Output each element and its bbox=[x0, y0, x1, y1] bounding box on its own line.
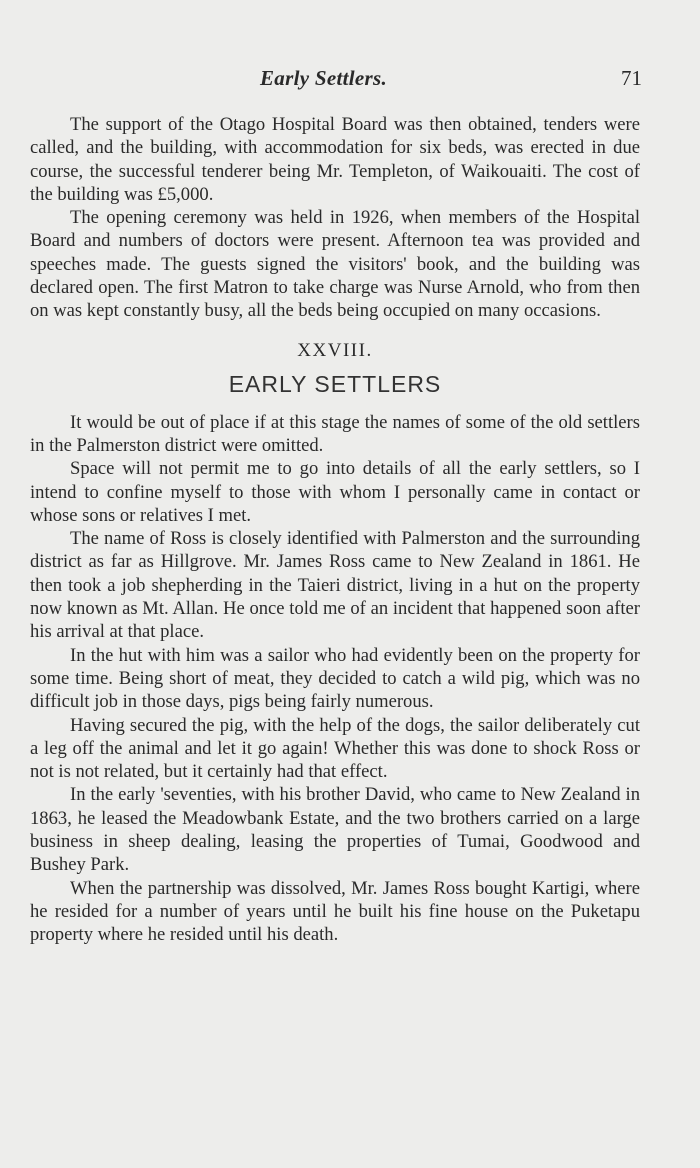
paragraph: In the early 'seventies, with his brother David, who came to New Zealand in 1863, he leased the Meadowbank Estate, and the two brothers carried on a large business in sheep dealing, leasing the properties of Tumai, Goodwood and Bushey Park. bbox=[30, 784, 640, 876]
body-text bbox=[30, 113, 640, 947]
paragraph: When the partnership was dissolved, Mr. James Ross bought Kartigi, where he resided for a number of years until he built his fine house on the Puketapu property where he resided until his death. bbox=[30, 877, 640, 946]
paragraph: Space will not permit me to go into details of all the early settlers, so I intend to confine myself to those with whom I personally came in contact or whose sons or relatives I met. bbox=[30, 458, 640, 526]
paragraph: In the hut with him was a sailor who had evidently been on the property for some time. Being short of meat, they decided to catch a wild pig, which was no difficult job in those days, pigs being fairly numerous. bbox=[30, 644, 640, 713]
paragraph: Having secured the pig, with the help of the dogs, the sailor deliberately cut a leg off the animal and let it go again! Whether this was done to shock Ross or not is not related, but it certainly had that effect. bbox=[30, 714, 640, 783]
paragraph: It would be out of place if at this stage the names of some of the old settlers in the Palmerston district were omitted. bbox=[30, 411, 640, 456]
paragraph: The name of Ross is closely identified with Palmerston and the surrounding district as far as Hillgrove. Mr. James Ross came to New Zealand in 1861. He then took a job shepherding in the Taieri district, living in a hut on the property now known as Mt. Allan. He once told me of an incident that happened soon after his arrival at that place. bbox=[30, 528, 640, 643]
running-head bbox=[0, 62, 700, 102]
chapter-number: XXVIII. bbox=[297, 339, 373, 361]
chapter-heading bbox=[30, 339, 640, 399]
paragraph: The support of the Otago Hospital Board was then obtained, tenders were called, and the building, with accommodation for six beds, was erected in due course, the successful tenderer being Mr. Templeton, of Waikouaiti. The cost of the building was £5,000. bbox=[30, 114, 640, 205]
paragraph: The opening ceremony was held in 1926, when members of the Hospital Board and numbers of doctors were present. Afternoon tea was provided and speeches made. The guests signed the visitors' book, and the building was declared open. The first Matron to take charge was Nurse Arnold, who from then on was kept constantly busy, all the beds being occupied on many occasions. bbox=[30, 207, 640, 322]
page-number: 71 bbox=[621, 66, 642, 90]
running-title: Early Settlers. bbox=[260, 66, 388, 90]
chapter-title: EARLY SETTLERS bbox=[228, 370, 442, 397]
